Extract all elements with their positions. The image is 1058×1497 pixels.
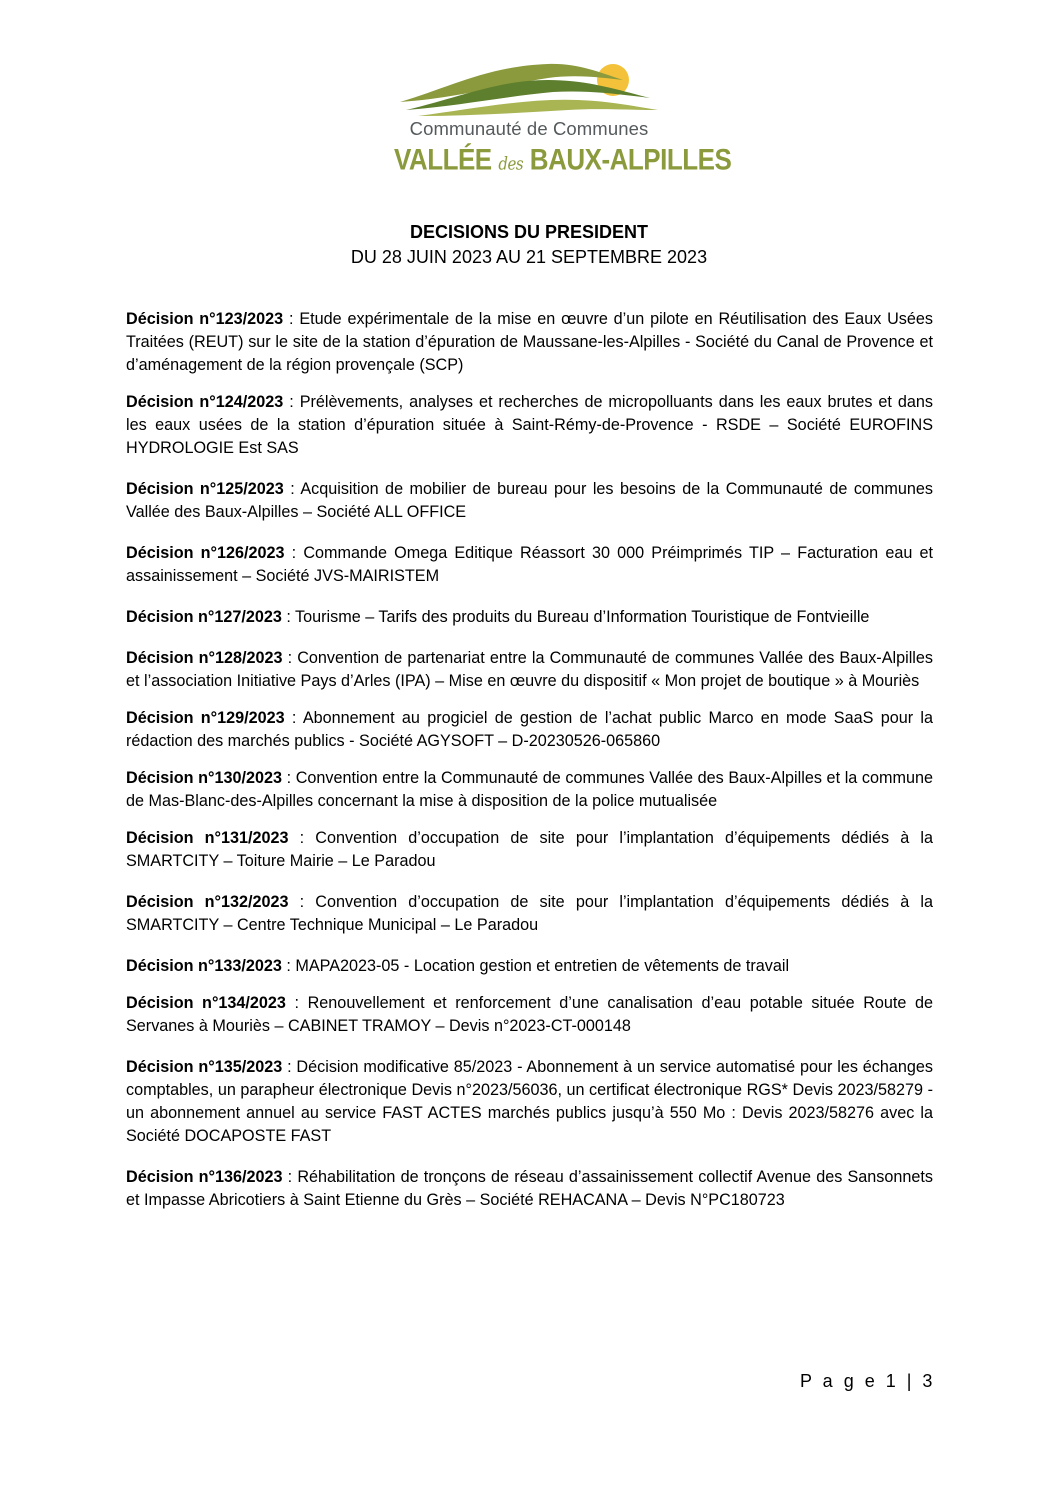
decision-text: : Abonnement au progiciel de gestion de l’achat public Marco en mode SaaS pour la rédaction des marchés publics - Société AGYSOFT – D-20230526-065860	[126, 709, 933, 750]
decision-text: : Renouvellement et renforcement d’une canalisation d’eau potable située Route de Servanes à Mouriès – CABINET TRAMOY – Devis n°2023-CT-000148	[126, 994, 933, 1035]
decision-number: Décision n°128/2023	[126, 649, 283, 667]
decision-item	[126, 647, 933, 693]
decision-text: : MAPA2023-05 - Location gestion et entretien de vêtements de travail	[281, 957, 790, 975]
decision-item	[126, 542, 933, 588]
decision-text: : Convention de partenariat entre la Communauté de communes Vallée des Baux-Alpilles et l’association Initiative Pays d’Arles (IPA) – Mise en œuvre du dispositif « Mon projet de boutique » à Mouriès	[126, 649, 933, 690]
decision-item	[126, 1166, 933, 1212]
logo-text-des: des	[498, 153, 524, 175]
mountain-sun-icon	[388, 58, 670, 118]
decision-text: : Prélèvements, analyses et recherches de micropolluants dans les eaux brutes et dans les eaux usées de la station d’épuration située à Saint-Rémy-de-Provence - RSDE – Société EUROFINS HYDROLOGIE Est SAS	[126, 393, 933, 457]
decision-item	[126, 707, 933, 753]
decision-item	[126, 767, 933, 813]
logo-text-baux-alpilles: BAUX-ALPILLES	[529, 142, 732, 177]
decision-number: Décision n°125/2023	[126, 480, 284, 498]
document-subtitle: DU 28 JUIN 2023 AU 21 SEPTEMBRE 2023	[350, 247, 708, 267]
decision-item	[126, 606, 933, 629]
decision-text: : Convention entre la Communauté de communes Vallée des Baux-Alpilles et la commune de Mas-Blanc-des-Alpilles concernant la mise à disposition de la police mutualisée	[126, 769, 933, 810]
decision-number: Décision n°130/2023	[126, 769, 282, 787]
decision-item	[126, 992, 933, 1038]
decision-list	[126, 308, 933, 1212]
logo	[388, 58, 732, 182]
decision-number: Décision n°129/2023	[126, 709, 285, 727]
decision-number: Décision n°127/2023	[126, 608, 282, 626]
decision-item	[126, 478, 933, 524]
decision-item	[126, 1056, 933, 1148]
decision-number: Décision n°133/2023	[126, 957, 282, 975]
decision-number: Décision n°126/2023	[126, 544, 285, 562]
decision-number: Décision n°123/2023	[126, 310, 284, 328]
decision-text: : Convention d’occupation de site pour l’implantation d’équipements dédiés à la SMARTCITY – Centre Technique Municipal – Le Paradou	[126, 893, 933, 934]
decision-number: Décision n°132/2023	[126, 893, 289, 911]
decision-item	[126, 955, 933, 978]
decision-item	[126, 391, 933, 460]
document-title: DECISIONS DU PRESIDENT	[409, 222, 649, 242]
logo-text-line2	[394, 142, 732, 178]
decision-text: : Etude expérimentale de la mise en œuvre d’un pilote en Réutilisation des Eaux Usées Traitées (REUT) sur le site de la station d’épuration de Maussane-les-Alpilles - Société du Canal de Provence et d’aménagement de la région provençale (SCP)	[126, 310, 933, 374]
decision-item	[126, 308, 933, 377]
decision-number: Décision n°134/2023	[126, 994, 286, 1012]
page-number: P a g e 1 | 3	[800, 1371, 936, 1391]
decision-text: : Tourisme – Tarifs des produits du Bureau d’Information Touristique de Fontvieille	[281, 608, 870, 626]
decision-text: : Décision modificative 85/2023 - Abonnement à un service automatisé pour les échanges comptables, un parapheur électronique Devis n°2023/56036, un certificat électronique RGS* Devis 2023/58279 - un abonnement annuel au service FAST ACTES marchés publics jusqu’à 550 Mo : Devis 2023/58276 avec la Société DOCAPOSTE FAST	[126, 1058, 933, 1145]
decision-number: Décision n°131/2023	[126, 829, 289, 847]
logo-text-vallee: VALLÉE	[394, 142, 492, 177]
logo-text-line1: Communauté de Communes	[409, 118, 649, 139]
decision-text: : Réhabilitation de tronçons de réseau d’assainissement collectif Avenue des Sansonnets et Impasse Abricotiers à Saint Etienne du Grès – Société REHACANA – Devis N°PC180723	[126, 1168, 933, 1209]
decision-text: : Convention d’occupation de site pour l’implantation d’équipements dédiés à la SMARTCITY – Toiture Mairie – Le Paradou	[126, 829, 933, 870]
decision-item	[126, 827, 933, 873]
decision-item	[126, 891, 933, 937]
decision-number: Décision n°124/2023	[126, 393, 284, 411]
decision-text: : Commande Omega Editique Réassort 30 000 Préimprimés TIP – Facturation eau et assainissement – Société JVS-MAIRISTEM	[126, 544, 933, 585]
decision-text: : Acquisition de mobilier de bureau pour les besoins de la Communauté de communes Vallée des Baux-Alpilles – Société ALL OFFICE	[126, 480, 933, 521]
decision-number: Décision n°135/2023	[126, 1058, 283, 1076]
decision-number: Décision n°136/2023	[126, 1168, 283, 1186]
